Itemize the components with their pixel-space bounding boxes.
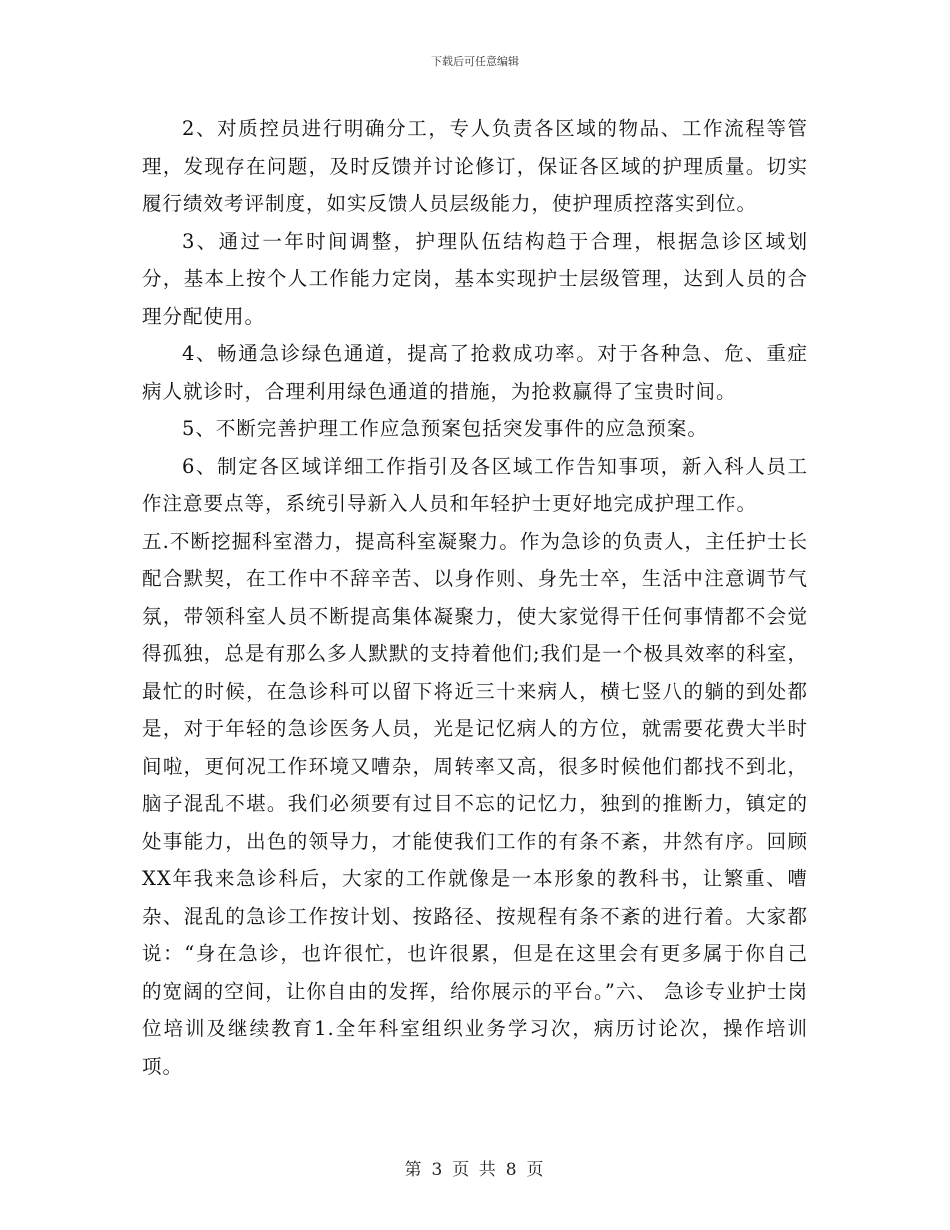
paragraph-item-4: 4、畅通急诊绿色通道，提高了抢救成功率。对于各种急、危、重症病人就诊时，合理利用绿色通道的措施，为抢救赢得了宝贵时间。	[142, 342, 808, 403]
footer-middle: 页 共	[452, 1160, 498, 1180]
footer-suffix: 页	[526, 1160, 546, 1180]
paragraph-item-3: 3、通过一年时间调整，护理队伍结构趋于合理，根据急诊区域划分，基本上按个人工作能力定岗，基本实现护士层级管理，达到人员的合理分配使用。	[142, 229, 808, 328]
current-page-number: 3	[431, 1160, 445, 1180]
page-header: 下载后可任意编辑	[431, 55, 519, 68]
paragraph-item-5: 5、不断完善护理工作应急预案包括突发事件的应急预案。	[182, 417, 708, 440]
total-page-count: 8	[505, 1160, 519, 1180]
footer-prefix: 第	[404, 1160, 424, 1180]
page-footer	[0, 1155, 950, 1180]
paragraph-item-2: 2、对质控员进行明确分工，专人负责各区域的物品、工作流程等管理，发现存在问题，及时反馈并讨论修订，保证各区域的护理质量。切实履行绩效考评制度，如实反馈人员层级能力，使护理质控落实到位。	[142, 117, 808, 215]
document-body	[142, 110, 808, 1085]
paragraph-item-6: 6、制定各区域详细工作指引及各区域工作告知事项，新入科人员工作注意要点等，系统引导新入人员和年轻护士更好地完成护理工作。	[142, 454, 808, 515]
paragraph-section-five: 五.不断挖掘科室潜力，提高科室凝聚力。作为急诊的负责人，主任护士长配合默契，在工作中不辞辛苦、以身作则、身先士卒，生活中注意调节气氛，带领科室人员不断提高集体凝聚力，使大家觉得干任何事情都不会觉得孤独，总是有那么多人默默的支持着他们;我们是一个极具效率的科室，最忙的时候，在急诊科可以留下将近三十来病人，横七竖八的躺的到处都是，对于年轻的急诊医务人员，光是记忆病人的方位，就需要花费大半时间啦，更何况工作环境又嘈杂，周转率又高，很多时候他们都找不到北，脑子混乱不堪。我们必须要有过目不忘的记忆力，独到的推断力，镇定的处事能力，出色的领导力，才能使我们工作的有条不紊，井然有序。回顾XX年我来急诊科后，大家的工作就像是一本形象的教科书，让繁重、嘈杂、混乱的急诊工作按计划、按路径、按规程有条不紊的进行着。大家都说：“身在急诊，也许很忙，也许很累，但是在这里会有更多属于你自己的宽阔的空间，让你自由的发挥，给你展示的平台。”六、 急诊专业护士岗位培训及继续教育1.全年科室组织业务学习次，病历讨论次，操作培训项。	[142, 529, 808, 1078]
